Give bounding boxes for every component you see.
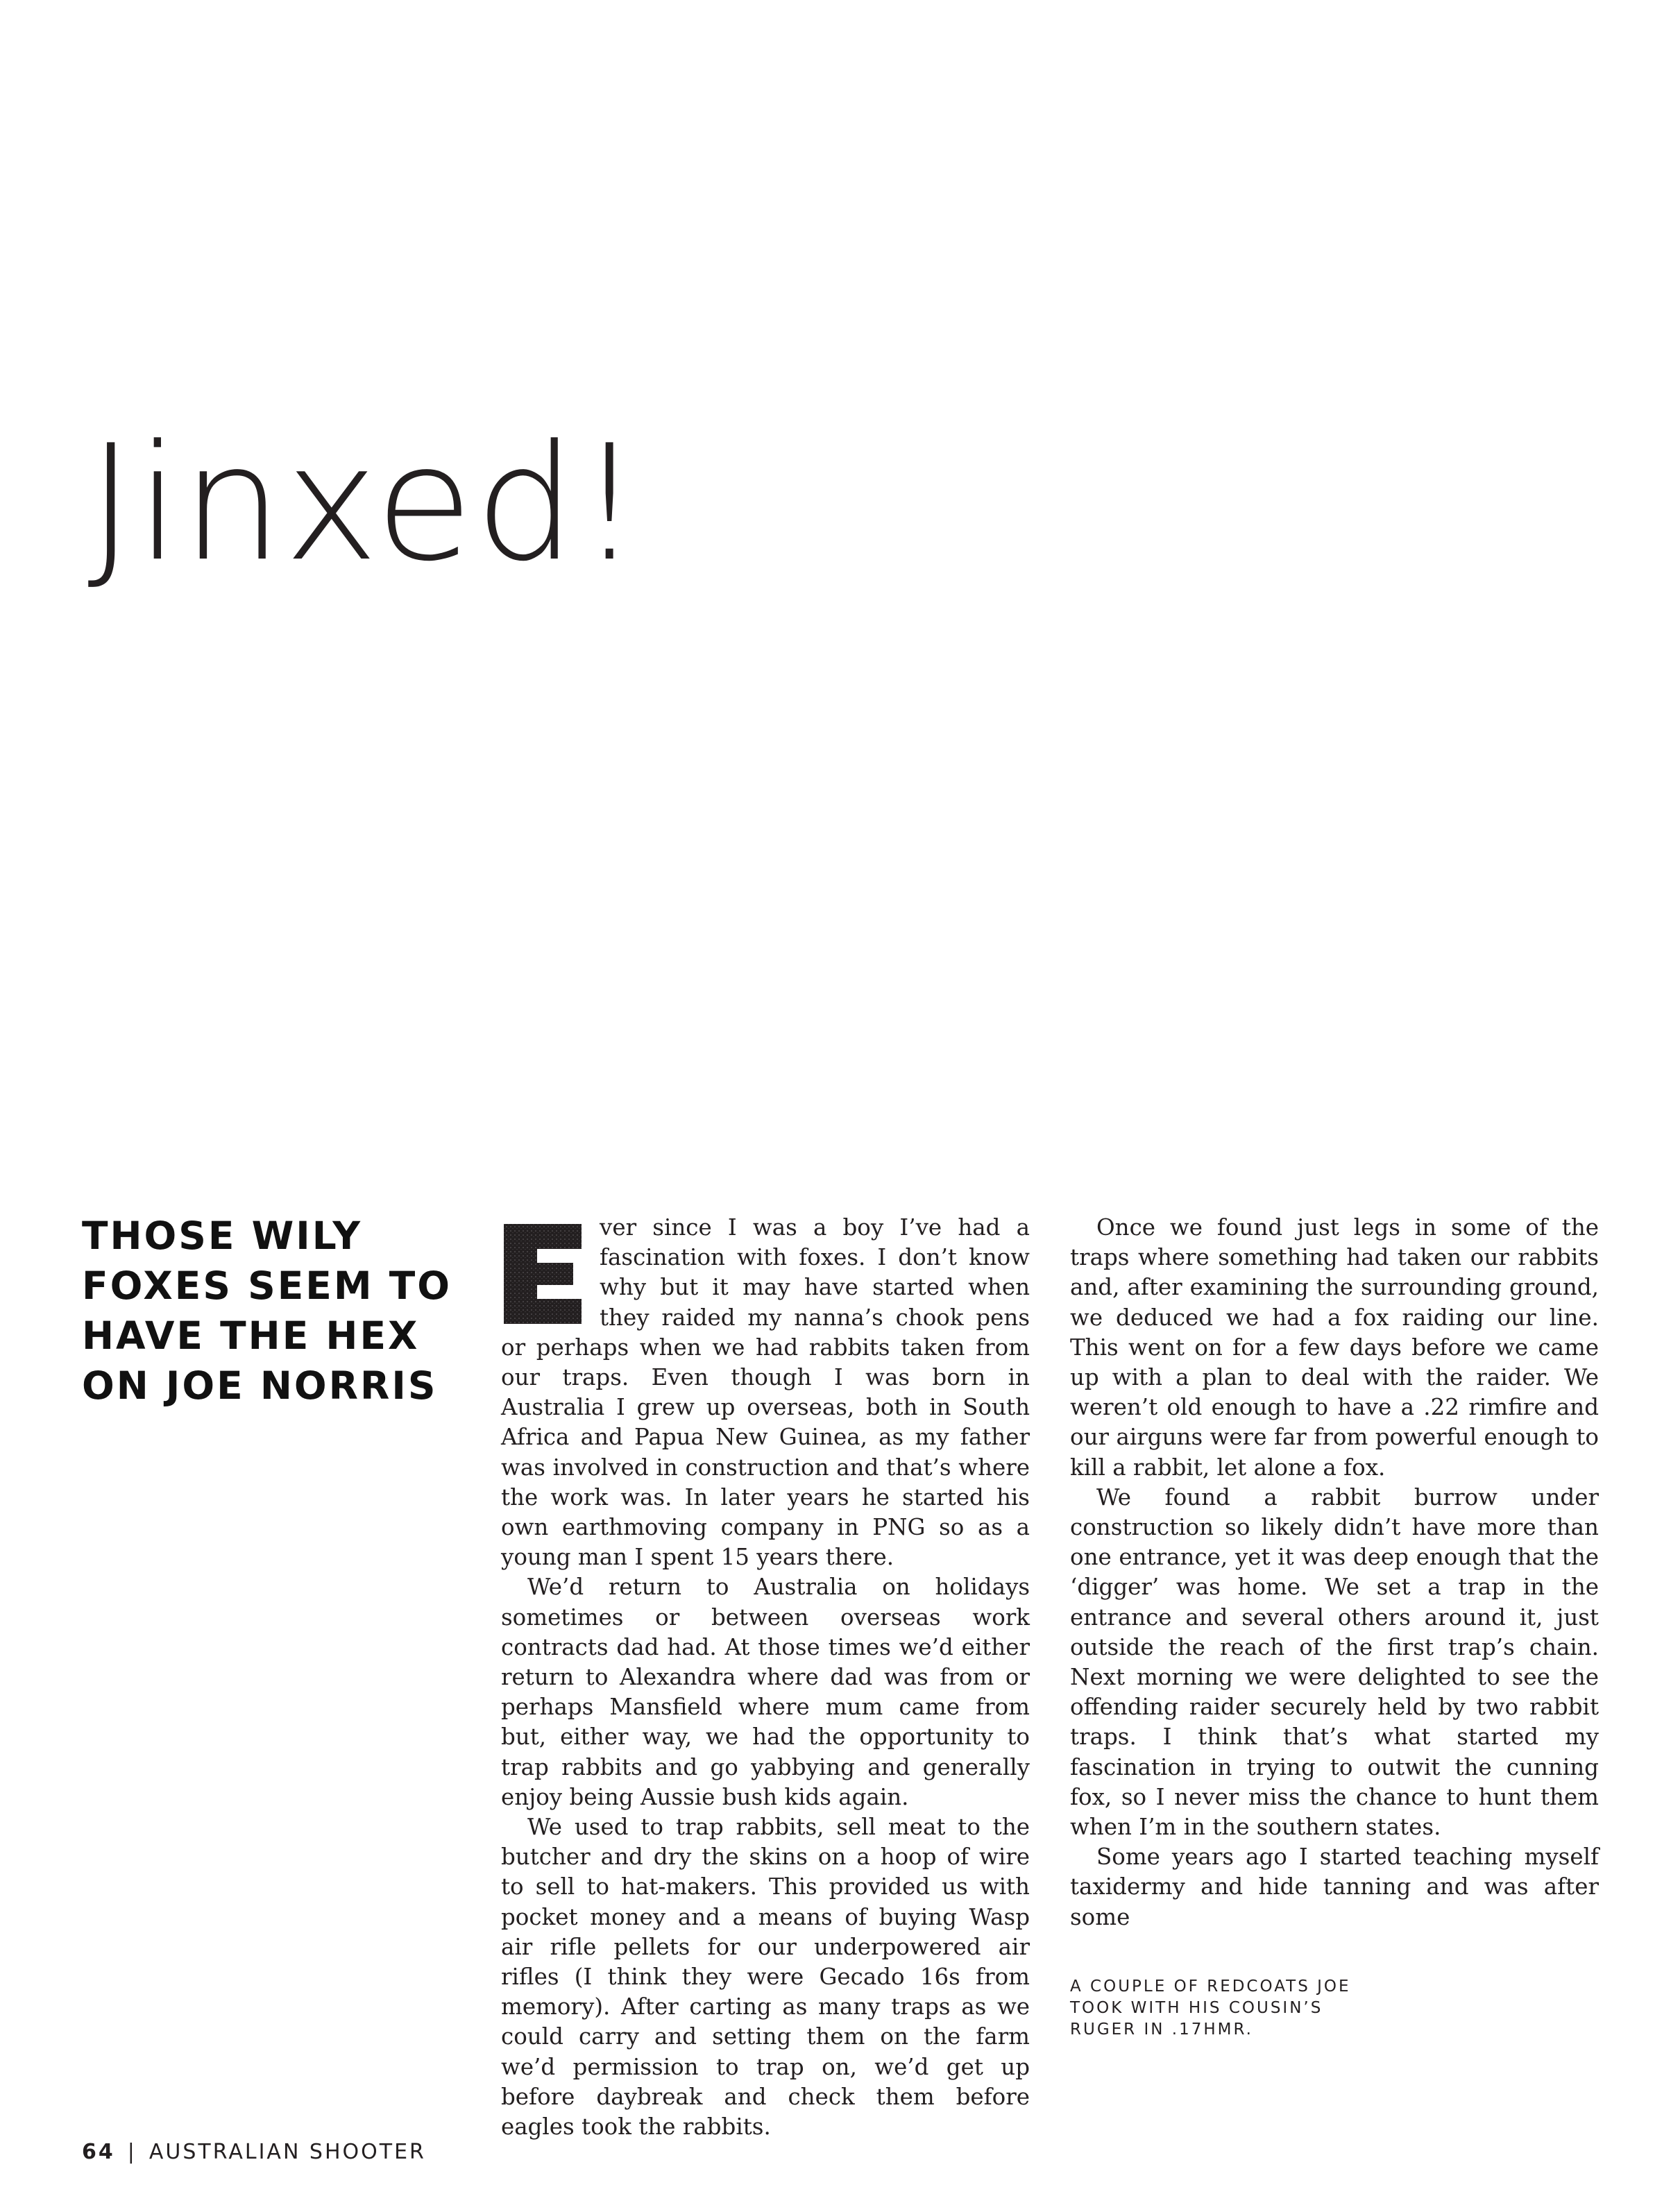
paragraph: We’d return to Australia on holidays sometimes or between overseas work contracts dad had. At those times we’d either return to Alexandra where dad was from or perhaps Mansfield where mum came from but, either way, we had the opportunity to trap rabbits and go yabbying and generally enjoy being Aussie bush kids again. xyxy=(501,1574,1030,1810)
page-footer xyxy=(82,2140,426,2164)
drop-cap xyxy=(501,1221,584,1327)
magazine-name: AUSTRALIAN SHOOTER xyxy=(149,2140,426,2164)
drop-cap-icon xyxy=(501,1221,584,1327)
photo-caption: A COUPLE OF REDCOATS JOE TOOK WITH HIS COUSIN’S RUGER IN .17HMR. xyxy=(1070,1977,1351,2039)
page-number: 64 xyxy=(82,2140,115,2164)
paragraph: ver since I was a boy I’ve had a fascination with foxes. I don’t know why but it may have started when they raided my nanna’s chook pens or perhaps when we had rabbits taken from our traps. Even though I was born in Australia I grew up overseas, both in South Africa and Papua New Guinea, as my father was involved in construction and that’s where the work was. In later years he started his own earthmoving company in PNG so as a young man I spent 15 years there. xyxy=(501,1214,1030,1571)
paragraph: Once we found just legs in some of the traps where something had taken our rabbits and, after examining the surrounding ground, we deduced we had a fox raiding our line. This went on for a few days before we came up with a plan to deal with the raider. We weren’t old enough to have a .22 rimfire and our airguns were far from powerful enough to kill a rabbit, let alone a fox. xyxy=(1070,1214,1599,1481)
article-title: Jinxed! xyxy=(87,411,643,597)
paragraph: We found a rabbit burrow under construction so likely didn’t have more than one entrance, yet it was deep enough that the ‘digger’ was home. We set a trap in the entrance and several others around it, just outside the reach of the first trap’s chain. Next morning we were delighted to see the offending raider securely held by two rabbit traps. I think that’s what started my fascination in trying to outwit the cunning fox, so I never miss the chance to hunt them when I’m in the southern states. xyxy=(1070,1483,1599,1841)
paragraph: We used to trap rabbits, sell meat to the butcher and dry the skins on a hoop of wire to sell to hat-makers. This provided us with pocket money and a means of buying Wasp air rifle pellets for our underpowered air rifles (I think they were Gecado 16s from memory). After carting as many traps as we could carry and setting them on the farm we’d permission to trap on, we’d get up before daybreak and check them before eagles took the rabbits. xyxy=(501,1814,1030,2141)
footer-separator: | xyxy=(127,2140,137,2164)
article-standfirst: THOSE WILY FOXES SEEM TO HAVE THE HEX ON JOE NORRIS xyxy=(82,1214,452,1408)
paragraph: Some years ago I started teaching myself taxidermy and hide tanning and was after some xyxy=(1070,1844,1599,1930)
body-column-1 xyxy=(501,1213,1030,2142)
body-column-2 xyxy=(1070,1213,1599,1932)
